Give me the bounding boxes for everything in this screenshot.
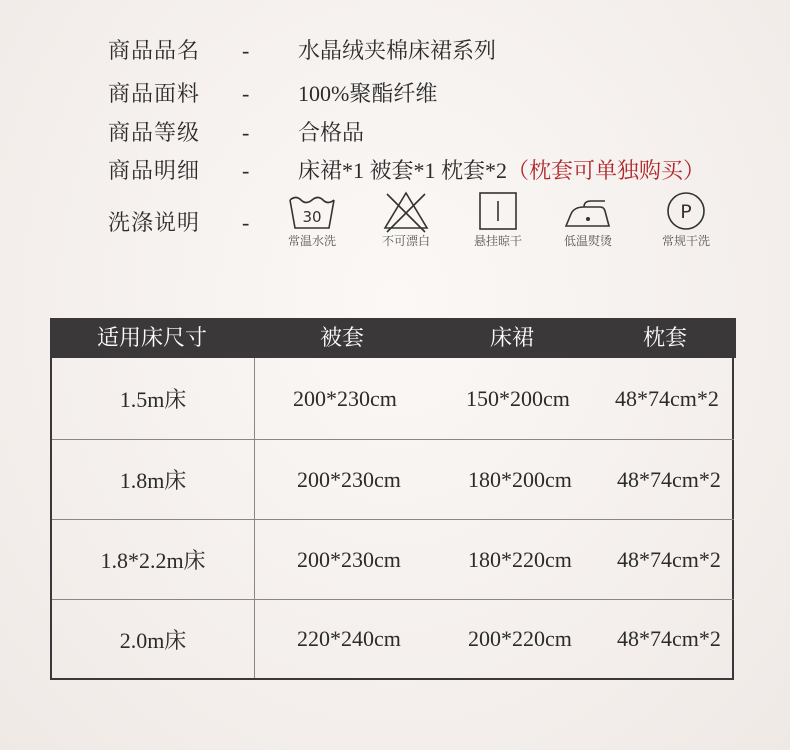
cell-bed-size: 1.8*2.2m床 [100, 548, 206, 573]
care-item-bleach [378, 188, 434, 248]
info-value: 100%聚酯纤维 [298, 81, 438, 106]
info-value [298, 154, 705, 188]
cell-pillowcase: 48*74cm*2 [617, 626, 721, 651]
care-caption: 常规干洗 [661, 234, 710, 248]
table-row [52, 600, 734, 678]
info-row-detail [0, 154, 790, 188]
care-item-wash [284, 188, 340, 248]
cell-bed-size: 1.8m床 [119, 468, 187, 493]
dry-clean-p-icon [658, 188, 714, 234]
cell-pillowcase: 48*74cm*2 [617, 546, 721, 572]
care-caption: 常温水洗 [287, 234, 336, 248]
info-dash: - [242, 38, 250, 63]
care-caption: 悬挂晾干 [473, 234, 522, 248]
cell-bed-skirt: 150*200cm [466, 385, 570, 411]
no-bleach-icon [378, 188, 434, 234]
detail-text: 床裙*1 被套*1 枕套*2 [298, 158, 508, 183]
header-pillowcase: 枕套 [642, 325, 687, 350]
info-label: 商品品名 [108, 38, 201, 63]
header-duvet-cover: 被套 [319, 325, 364, 350]
care-item-dryclean [658, 188, 714, 248]
info-label: 商品面料 [108, 81, 201, 106]
dry-clean-letter: P [680, 201, 692, 223]
cell-duvet-cover: 220*240cm [297, 626, 401, 651]
info-value: 水晶绒夹棉床裙系列 [298, 38, 497, 63]
care-caption: 低温熨烫 [563, 234, 612, 248]
cell-duvet-cover: 200*230cm [297, 546, 401, 572]
care-dash: - [242, 210, 250, 235]
care-caption: 不可漂白 [381, 234, 430, 248]
cell-bed-skirt: 180*200cm [468, 466, 572, 492]
header-bed-skirt: 床裙 [489, 325, 534, 350]
cell-bed-size: 2.0m床 [119, 627, 187, 653]
line-dry-icon [470, 188, 526, 234]
care-item-dry [470, 188, 526, 248]
size-table [50, 318, 736, 680]
table-header [50, 318, 736, 358]
info-dash: - [242, 81, 250, 106]
low-iron-icon [560, 188, 616, 234]
info-row-name [0, 34, 790, 68]
info-label: 商品明细 [108, 158, 201, 183]
wash-temp: 30 [302, 208, 322, 226]
table-row [52, 358, 734, 440]
info-row-grade [0, 116, 790, 150]
cell-pillowcase: 48*74cm*2 [617, 466, 721, 492]
care-item-iron [560, 188, 616, 248]
info-dash: - [242, 158, 250, 183]
header-bed-size: 适用床尺寸 [96, 325, 207, 350]
table-row [52, 520, 734, 600]
table-row [52, 440, 734, 520]
table-body [50, 358, 734, 680]
info-row-fabric [0, 77, 790, 111]
cell-duvet-cover: 200*230cm [293, 385, 397, 411]
care-label: 洗涤说明 [108, 210, 201, 235]
cell-duvet-cover: 200*230cm [297, 466, 401, 492]
cell-bed-skirt: 200*220cm [468, 626, 572, 651]
cell-pillowcase: 48*74cm*2 [615, 385, 719, 411]
wash-30-icon [284, 188, 340, 234]
cell-bed-size: 1.5m床 [119, 387, 187, 412]
info-value: 合格品 [298, 120, 365, 145]
pillow-note: （枕套可单独购买） [507, 158, 706, 183]
info-label: 商品等级 [108, 120, 201, 145]
cell-bed-skirt: 180*220cm [468, 546, 572, 572]
info-dash: - [242, 120, 250, 145]
